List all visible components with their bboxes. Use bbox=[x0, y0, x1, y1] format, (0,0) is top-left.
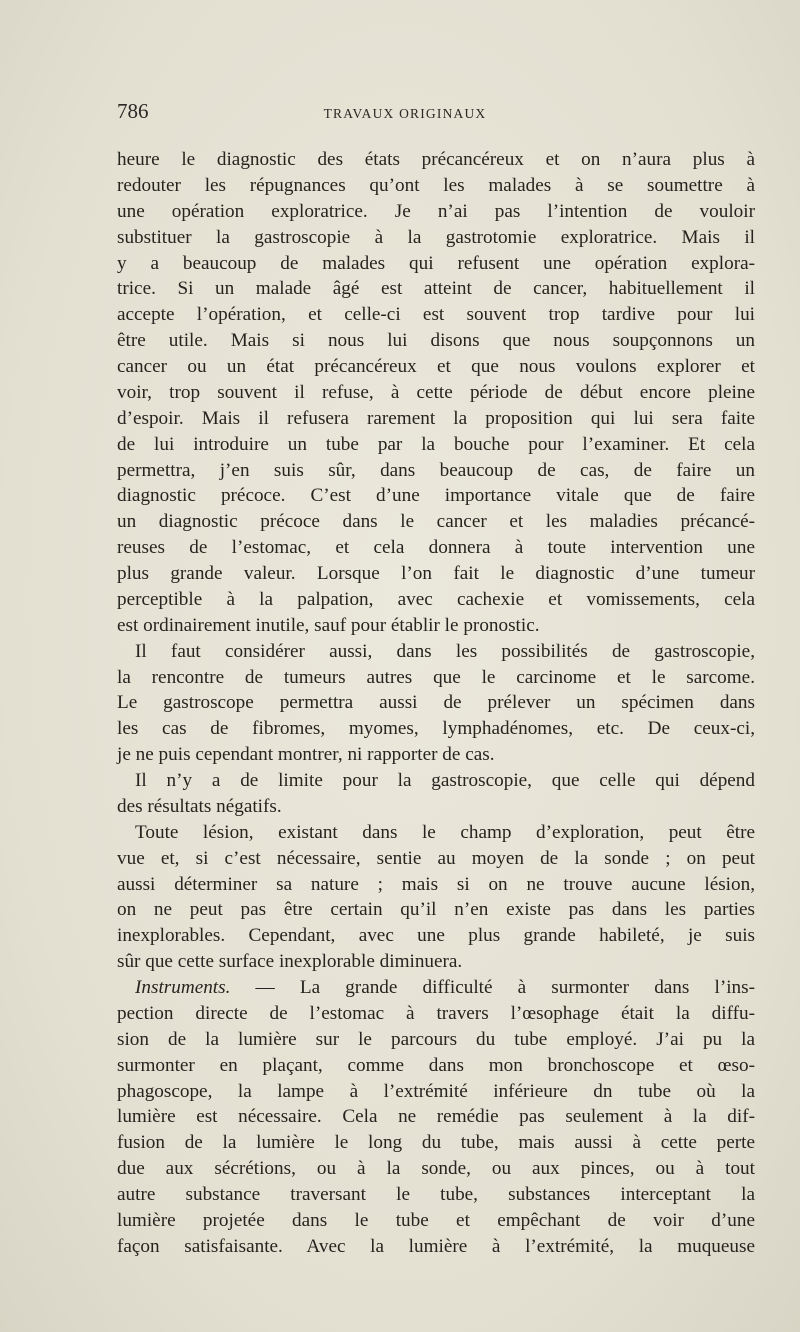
text-line: un diagnostic précoce dans le cancer et les maladies précancé- bbox=[117, 511, 755, 533]
text-line: perceptible à la palpation, avec cachexie et vomissements, cela bbox=[117, 588, 755, 610]
text-line: fusion de la lumière le long du tube, mais aussi à cette perte bbox=[117, 1132, 755, 1154]
section-heading: Instruments. bbox=[135, 977, 231, 998]
text-line: reuses de l’estomac, et cela donnera à toute intervention une bbox=[117, 537, 755, 559]
text-line: vue et, si c’est nécessaire, sentie au moyen de la sonde ; on peut bbox=[117, 847, 755, 869]
text-line: due aux sécrétions, ou à la sonde, ou aux pinces, ou à tout bbox=[117, 1158, 755, 1180]
text-line: lumière est nécessaire. Cela ne remédie pas seulement à la dif- bbox=[117, 1106, 755, 1128]
page-number: 786 bbox=[117, 99, 149, 123]
text-line: lumière projetée dans le tube et empêchant de voir d’une bbox=[117, 1209, 755, 1231]
text-line: inexplorables. Cependant, avec une plus grande habileté, je suis bbox=[117, 925, 755, 947]
text-line: accepte l’opération, et celle-ci est souvent trop tardive pour lui bbox=[117, 304, 755, 326]
text-line: on ne peut pas être certain qu’il n’en existe pas dans les parties bbox=[117, 899, 755, 921]
text-line: voir, trop souvent il refuse, à cette période de début encore pleine bbox=[117, 381, 755, 403]
text-line: façon satisfaisante. Avec la lumière à l’extrémité, la muqueuse bbox=[117, 1235, 755, 1257]
text-line-content: — La grande difficulté à surmonter dans l’ins- bbox=[255, 977, 755, 998]
body-text bbox=[117, 147, 755, 1260]
text-line: substituer la gastroscopie à la gastrotomie exploratrice. Mais il bbox=[117, 226, 755, 248]
text-line: sûr que cette surface inexplorable diminuera. bbox=[117, 951, 463, 973]
text-line: la rencontre de tumeurs autres que le carcinome et le sarcome. bbox=[117, 666, 755, 688]
text-line: Il faut considérer aussi, dans les possibilités de gastroscopie, bbox=[135, 640, 755, 662]
text-line: Toute lésion, existant dans le champ d’exploration, peut être bbox=[135, 821, 755, 843]
text-line: sion de la lumière sur le parcours du tube employé. J’ai pu la bbox=[117, 1028, 755, 1050]
text-line: phagoscope, la lampe à l’extrémité inférieure dn tube où la bbox=[117, 1080, 755, 1102]
text-line: y a beaucoup de malades qui refusent une opération explora- bbox=[117, 252, 755, 274]
text-line: de lui introduire un tube par la bouche pour l’examiner. Et cela bbox=[117, 433, 755, 455]
text-line bbox=[117, 975, 755, 1001]
text-line: des résultats négatifs. bbox=[117, 795, 282, 817]
text-line: Il n’y a de limite pour la gastroscopie, que celle qui dépend bbox=[135, 770, 755, 791]
text-line: autre substance traversant le tube, substances interceptant la bbox=[117, 1184, 755, 1205]
text-line: plus grande valeur. Lorsque l’on fait le diagnostic d’une tumeur bbox=[117, 563, 755, 584]
text-line: je ne puis cependant montrer, ni rapporter de cas. bbox=[117, 744, 495, 766]
text-line: aussi déterminer sa nature ; mais si on ne trouve aucune lésion, bbox=[117, 873, 755, 895]
text-line: diagnostic précoce. C’est d’une importance vitale que de faire bbox=[117, 485, 755, 507]
text-line: redouter les répugnances qu’ont les malades à se soumettre à bbox=[117, 174, 755, 196]
text-line: cancer ou un état précancéreux et que nous voulons explorer et bbox=[117, 356, 755, 377]
text-line: être utile. Mais si nous lui disons que nous soupçonnons un bbox=[117, 330, 755, 352]
text-line: permettra, j’en suis sûr, dans beaucoup de cas, de faire un bbox=[117, 459, 755, 481]
text-line: Le gastroscope permettra aussi de prélever un spécimen dans bbox=[117, 692, 755, 714]
text-line: d’espoir. Mais il refusera rarement la proposition qui lui sera faite bbox=[117, 407, 755, 429]
text-line: pection directe de l’estomac à travers l’œsophage était la diffu- bbox=[117, 1002, 755, 1024]
running-title: TRAVAUX ORIGINAUX bbox=[323, 106, 487, 121]
text-line: heure le diagnostic des états précancéreux et on n’aura plus à bbox=[117, 149, 755, 170]
text-line: surmonter en plaçant, comme dans mon bronchoscope et œso- bbox=[117, 1054, 755, 1076]
text-line: les cas de fibromes, myomes, lymphadénomes, etc. De ceux-ci, bbox=[117, 718, 755, 740]
text-line: une opération exploratrice. Je n’ai pas l’intention de vouloir bbox=[117, 200, 755, 222]
text-line: est ordinairement inutile, sauf pour établir le pronostic. bbox=[117, 614, 540, 636]
text-line: trice. Si un malade âgé est atteint de cancer, habituellement il bbox=[117, 278, 755, 300]
